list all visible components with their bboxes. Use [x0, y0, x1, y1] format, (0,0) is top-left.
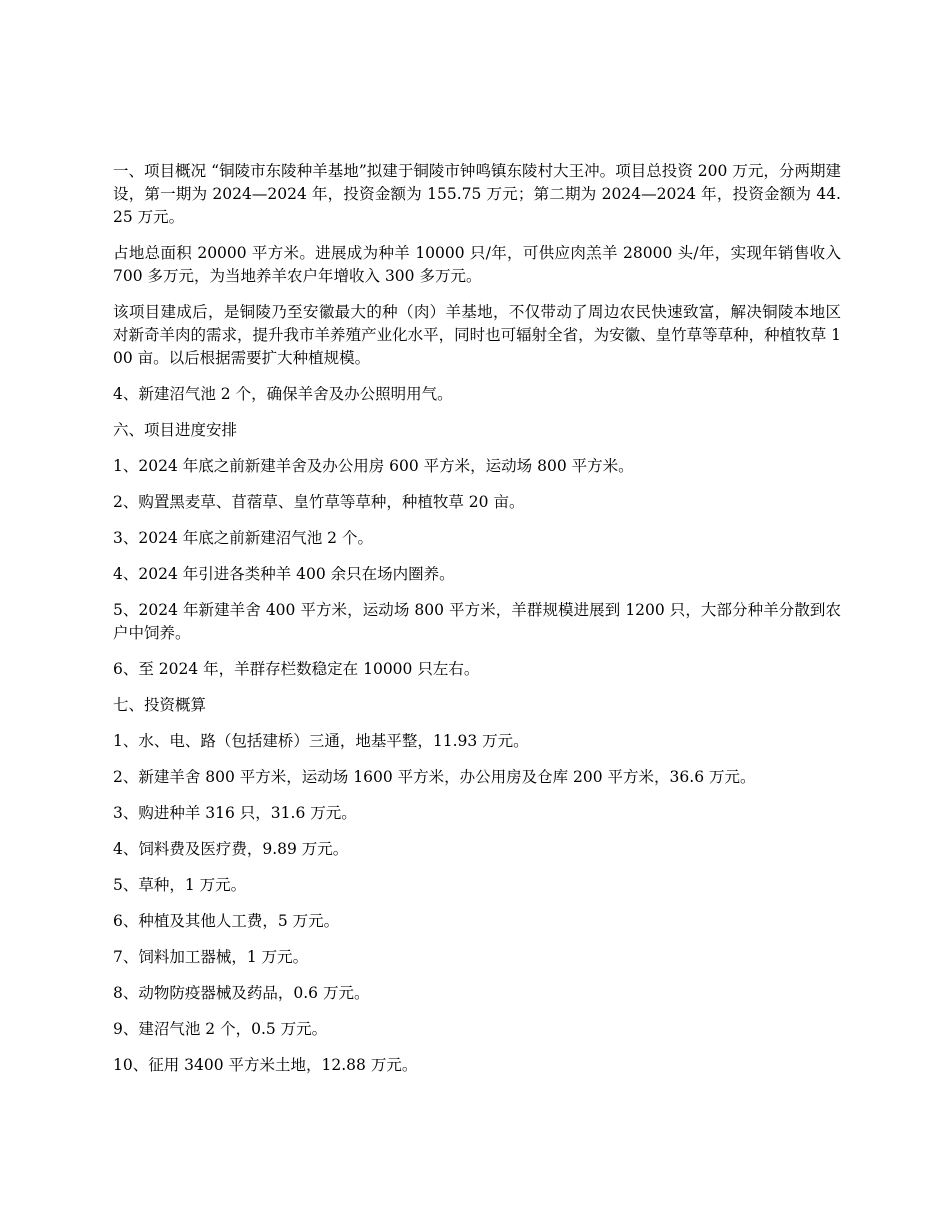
investment-item: 3、购进种羊 316 只，31.6 万元。	[113, 804, 357, 822]
investment-item: 9、建沼气池 2 个，0.5 万元。	[113, 1020, 328, 1038]
section-heading-investment: 七、投资概算	[113, 696, 207, 714]
document-body	[113, 160, 841, 1090]
schedule-item: 5、2024 年新建羊舍 400 平方米，运动场 800 平方米，羊群规模进展到 1200 只，大部分种羊分散到农户中饲养。	[113, 601, 841, 642]
section-heading-schedule: 六、项目进度安排	[113, 421, 238, 439]
schedule-item: 1、2024 年底之前新建羊舍及办公用房 600 平方米，运动场 800 平方米。	[113, 457, 634, 475]
investment-item: 6、种植及其他人工费，5 万元。	[113, 912, 340, 930]
paragraph-land-area: 占地总面积 20000 平方米。进展成为种羊 10000 只/年，可供应肉羔羊 28000 头/年，实现年销售收入 700 多万元，为当地养羊农户年增收入 300 多万元。	[113, 244, 841, 285]
investment-item: 5、草种，1 万元。	[113, 876, 247, 894]
investment-item: 4、饲料费及医疗费，9.89 万元。	[113, 840, 349, 858]
investment-item: 2、新建羊舍 800 平方米，运动场 1600 平方米，办公用房及仓库 200 平方米，36.6 万元。	[113, 768, 756, 786]
schedule-item: 4、2024 年引进各类种羊 400 余只在场内圈养。	[113, 565, 455, 583]
investment-item: 1、水、电、路（包括建桥）三通，地基平整，11.93 万元。	[113, 732, 529, 750]
schedule-item: 2、购置黑麦草、苜蓿草、皇竹草等草种，种植牧草 20 亩。	[113, 493, 525, 511]
schedule-item: 3、2024 年底之前新建沼气池 2 个。	[113, 529, 373, 547]
investment-item: 10、征用 3400 平方米土地，12.88 万元。	[113, 1056, 418, 1074]
paragraph-project-benefits: 该项目建成后，是铜陵乃至安徽最大的种（肉）羊基地，不仅带动了周边农民快速致富，解决铜陵本地区对新奇羊肉的需求，提升我市羊养殖产业化水平，同时也可辐射全省，为安徽、皇竹草等草种，种植牧草 100 亩。以后根据需要扩大种植规模。	[113, 303, 841, 367]
investment-item: 7、饲料加工器械，1 万元。	[113, 948, 309, 966]
paragraph-project-overview: 一、项目概况 “铜陵市东陵种羊基地”拟建于铜陵市钟鸣镇东陵村大王冲。项目总投资 200 万元，分两期建设，第一期为 2024—2024 年，投资金额为 155.75 万元；第二期为 2024—2024 年，投资金额为 44.25 万元。	[113, 162, 841, 226]
investment-item: 8、动物防疫器械及药品，0.6 万元。	[113, 984, 370, 1002]
schedule-item: 6、至 2024 年，羊群存栏数稳定在 10000 只左右。	[113, 660, 480, 678]
paragraph-biogas-item: 4、新建沼气池 2 个，确保羊舍及办公照明用气。	[113, 385, 453, 403]
